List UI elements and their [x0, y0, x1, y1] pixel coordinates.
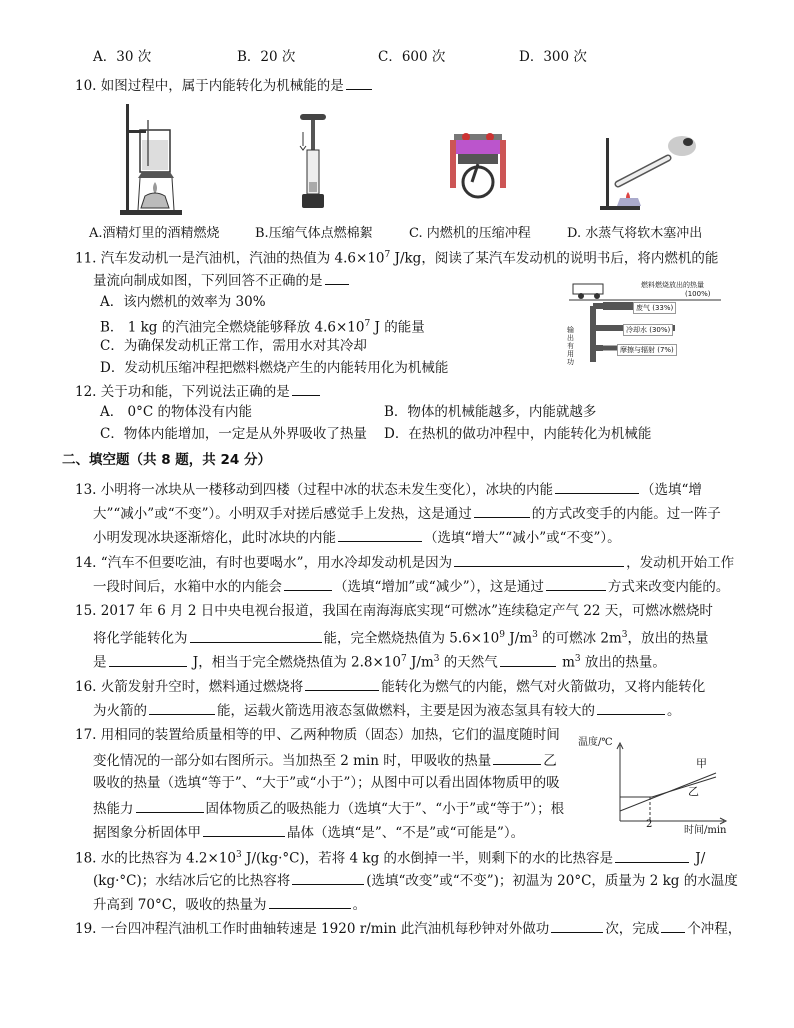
q10-caption-b: B.压缩气体点燃棉絮	[255, 226, 373, 241]
energy-flow-diagram	[563, 276, 723, 372]
q13-line1: 13. 小明将一冰块从一楼移动到四楼（过程中冰的状态未发生变化），冰块的内能 （选填“增	[75, 479, 702, 499]
q11-option-a: A．该内燃机的效率为 30%	[100, 294, 266, 310]
q10-stem: 10. 如图过程中，属于内能转化为机械能的是	[75, 75, 374, 95]
q11-line2: 量流向制成如图，下列回答不正确的是	[93, 270, 351, 290]
fire-piston-figure	[296, 112, 330, 212]
q16-line2: 为火箭的 能，运载火箭选用液态氢做燃料，主要是因为液态氢具有较大的 。	[93, 700, 681, 720]
q12-option-a: A． 0°C 的物体没有内能	[100, 404, 252, 420]
q12-option-b: B．物体的机械能越多，内能就越多	[384, 404, 597, 420]
graph-x-label: 时间/min	[684, 825, 727, 836]
q12-option-d: D．在热机的做功冲程中，内能转化为机械能	[384, 426, 652, 442]
q18-line2: (kg·°C)；水结冰后它的比热容将 (选填“改变”或“不变”)；初温为 20°C，质量为 2 kg 的水温度	[93, 870, 738, 890]
steam-cork-figure	[598, 132, 698, 212]
q17-line1: 17. 用相同的装置给质量相等的甲、乙两种物质（固态）加热，它们的温度随时间	[75, 727, 560, 743]
diagram-water-label: 冷却水 (30%)	[623, 324, 673, 336]
q15-line1: 15. 2017 年 6 月 2 日中央电视台报道，我国在南海海底实现“可燃冰”连续稳定产气 22 天，可燃冰燃烧时	[75, 603, 713, 619]
q13-line3: 小明发现冰块逐渐熔化，此时冰块的内能 （选填“增大”“减小”或“不变”）。	[93, 527, 621, 547]
q14-line2: 一段时间后，水箱中水的内能会 （选填“增加”或“减少”），这是通过 方式来改变内能的。	[93, 576, 729, 596]
q11-line1: 11. 汽车发动机一是汽油机，汽油的热值为 $4.6\times 10^7$ J/kg，阅读了某汽车发动机的说明书后，将内燃机的能	[75, 250, 719, 267]
graph-y-label: 温度/℃	[578, 737, 613, 748]
q18-line1: 18. 水的比热容为 $4.2\times 10^3$ J/(kg·°C)，若将 4 kg 的水倒掉一半，则剩下的水的比热容是 J/	[75, 846, 705, 868]
q17-line3: 吸收的热量（选填“等于”、“大于”或“小于”）；从图中可以看出固体物质甲的吸	[93, 775, 560, 791]
graph-label-jia: 甲	[696, 757, 707, 770]
q13-line2: 大”“减小”或“不变”）。小明双手对搓后感觉手上发热，这是通过 的方式改变手的内能。过一阵子	[93, 503, 721, 523]
q10-caption-d: D. 水蒸气将软木塞冲出	[567, 226, 703, 241]
q18-line3: 升高到 70°C，吸收的热量为 。	[93, 894, 366, 914]
graph-label-yi: 乙	[688, 785, 699, 798]
q11-option-d: D．发动机压缩冲程把燃料燃烧产生的内能转用化为机械能	[100, 360, 449, 376]
section-heading: 二、填空题（共 8 题，共 24 分）	[62, 452, 271, 468]
engine-stroke-figure	[448, 130, 508, 200]
q17-line5: 据图象分析固体甲 晶体（选填“是”、“不是”或“可能是”）。	[93, 822, 524, 842]
q17-line4: 热能力 固体物质乙的吸热能力（选填“大于”、“小于”或“等于”）；根	[93, 798, 564, 818]
q15-line2: 将化学能转化为 能，完全燃烧热值为 $5.6\times 10^9$ $J/m^3$ 的可燃冰 $2m^3$，放出的热量	[93, 626, 709, 648]
alcohol-lamp-figure	[118, 100, 188, 218]
q10-caption-c: C. 内燃机的压缩冲程	[409, 226, 531, 241]
diagram-top-label: 燃料燃烧放出的热量	[641, 281, 704, 289]
q11-option-b: B． 1 kg 的汽油完全燃烧能够释放 $4.6\times 10^7$ J 的能量	[100, 319, 425, 336]
q16-line1: 16. 火箭发射升空时，燃料通过燃烧将 能转化为燃气的内能，燃气对火箭做功，又将内能转化	[75, 676, 705, 696]
q10-caption-a: A.酒精灯里的酒精燃烧	[89, 226, 220, 241]
q11-option-c: C．为确保发动机正常工作，需用水对其冷却	[100, 338, 367, 354]
diagram-top-percent: (100%)	[685, 290, 711, 298]
diagram-output-label: 输出有用功	[567, 326, 574, 366]
q9-option-b: B．20 次	[237, 49, 296, 65]
diagram-waste-label: 废气 (33%)	[633, 302, 676, 314]
graph-tick-2: 2	[646, 819, 653, 830]
temperature-time-graph	[576, 733, 736, 836]
q9-option-d: D．300 次	[519, 49, 587, 65]
q12-option-c: C．物体内能增加，一定是从外界吸收了热量	[100, 426, 367, 442]
q9-option-a: A．30 次	[93, 49, 152, 65]
q15-line3: 是 J，相当于完全燃烧热值为 $2.8\times 10^7$ $J/m^3$ 的天然气 $m^3$ 放出的热量。	[93, 650, 666, 672]
diagram-friction-label: 摩擦与辐射 (7%)	[617, 344, 677, 356]
q9-option-c: C．600 次	[378, 49, 446, 65]
q14-line1: 14. “汽车不但要吃油，有时也要喝水”，用水冷却发动机是因为 ，发动机开始工作	[75, 552, 734, 572]
q12-stem: 12. 关于功和能，下列说法正确的是	[75, 381, 322, 401]
q17-line2: 变化情况的一部分如右图所示。当加热至 2 min 时，甲吸收的热量 乙	[93, 750, 557, 770]
q19-line1: 19. 一台四冲程汽油机工作时曲轴转速是 1920 r/min 此汽油机每秒钟对外做功 次，完成 个冲程，	[75, 918, 741, 938]
